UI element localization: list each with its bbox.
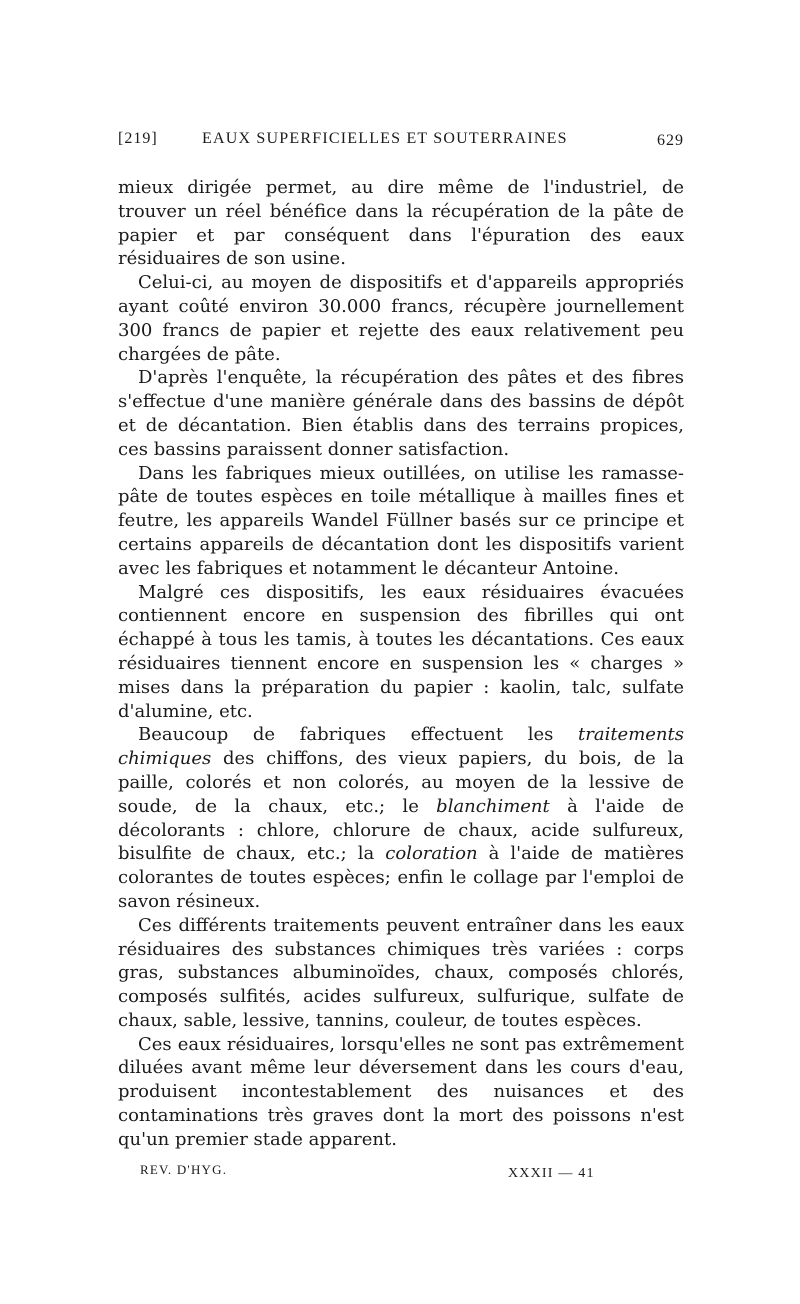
paragraph-text: mieux dirigée permet, au dire même de l'industriel, de trouver un réel bénéfice dans la récupération de la pâte de papier et par conséquent dans l'épuration des eaux résiduaires de son usine. <box>118 177 684 270</box>
italic-term: blanchiment <box>436 795 550 817</box>
paragraph-text: Malgré ces dispositifs, les eaux résiduaires évacuées contiennent encore en suspension des fibrilles qui ont échappé à tous les tamis, à toutes les décantations. Ces eaux résiduaires tiennent encore en suspension les « charges » mises dans la préparation du papier : kaolin, talc, sulfate d'alumine, etc. <box>118 581 684 722</box>
body-text <box>118 176 684 1152</box>
paragraph-text: Celui-ci, au moyen de dispositifs et d'appareils appropriés ayant coûté environ 30.000 francs, récupère journellement 300 francs de papier et rejette des eaux relativement peu chargées de pâte. <box>118 272 684 365</box>
book-page <box>118 130 684 1182</box>
running-head <box>118 130 684 158</box>
paragraph-text: Dans les fabriques mieux outillées, on utilise les ramasse-pâte de toutes espèces en toile métallique à mailles fines et feutre, les appareils Wandel Füllner basés sur ce principe et certains appareils de décantation dont les dispositifs varient avec les fabriques et notamment le décanteur Antoine. <box>118 462 684 579</box>
running-title: EAUX SUPERFICIELLES ET SOUTERRAINES <box>202 130 568 147</box>
paragraph <box>118 462 684 581</box>
italic-term: traitements chimiques <box>118 724 684 770</box>
section-reference: [219] <box>118 130 158 147</box>
italic-term: coloration <box>385 843 478 865</box>
paragraph-text: à l'aide de décolorants : chlore, chlorure de chaux, acide sulfureux, bisulfite de chaux, etc.; la <box>118 795 684 865</box>
paragraph <box>118 1033 684 1152</box>
sheet-signature: XXXII — 41 <box>508 1165 595 1181</box>
paragraph-text: Ces eaux résiduaires, lorsqu'elles ne sont pas extrêmement diluées avant même leur déversement dans les cours d'eau, produisent incontestablement des nuisances et des contaminations très graves dont la mort des poissons n'est qu'un premier stade apparent. <box>118 1033 684 1150</box>
paragraph-text: D'après l'enquête, la récupération des pâtes et des fibres s'effectue d'une manière générale dans des bassins de dépôt et de décantation. Bien établis dans des terrains propices, ces bassins paraissent donner satisfaction. <box>118 367 684 460</box>
journal-signature: REV. D'HYG. <box>140 1161 228 1177</box>
paragraph-text: à l'aide de matières colorantes de toutes espèces; enfin le collage par l'emploi de savon résineux. <box>118 843 684 912</box>
paragraph <box>118 366 684 461</box>
paragraph <box>118 271 684 366</box>
page-number: 629 <box>657 132 684 149</box>
paragraph <box>118 176 684 271</box>
paragraph-text: Ces différents traitements peuvent entraîner dans les eaux résiduaires des substances chimiques très variées : corps gras, substances albuminoïdes, chaux, composés chlorés, composés sulfités, acides sulfureux, sulfurique, sulfate de chaux, sable, lessive, tannins, couleur, de toutes espèces. <box>118 914 684 1031</box>
paragraph <box>118 723 684 913</box>
page-footer <box>118 1158 684 1182</box>
paragraph <box>118 914 684 1033</box>
paragraph <box>118 581 684 724</box>
paragraph-text: Beaucoup de fabriques effectuent les <box>138 724 578 746</box>
paragraph-text: des chiffons, des vieux papiers, du bois, de la paille, colorés et non colorés, au moyen de la lessive de soude, de la chaux, etc.; le <box>118 748 684 817</box>
